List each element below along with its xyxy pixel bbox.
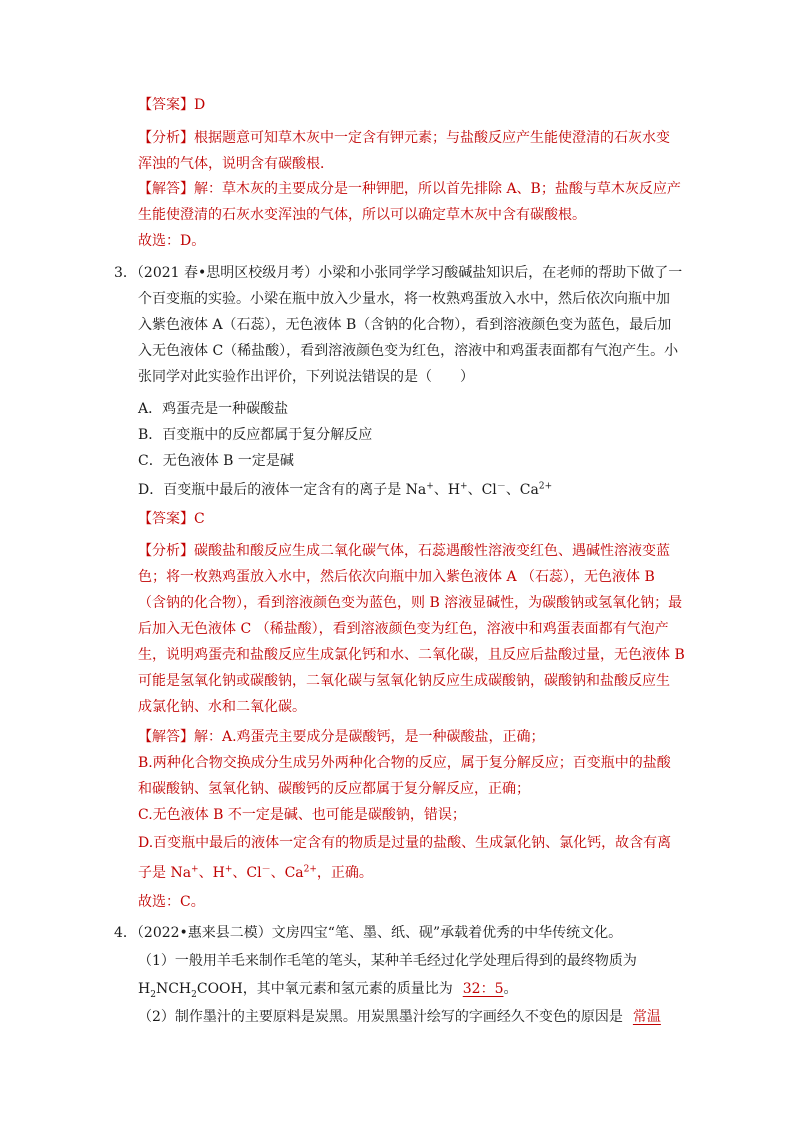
solution-text: 、Cl (232, 865, 262, 881)
q3-solution-line-1 (138, 728, 678, 746)
superscript: 2+ (538, 481, 553, 492)
q3-answer-line (138, 510, 678, 528)
subscript: 2 (191, 989, 197, 1000)
superscript: 2+ (303, 864, 317, 875)
q2-solution-line-2 (138, 206, 678, 224)
q3-stem-line-4 (138, 342, 678, 360)
analysis-tag: 【分析】 (138, 543, 194, 559)
superscript: + (191, 864, 199, 875)
option-text: A．鸡蛋壳是一种碳酸盐 (138, 401, 289, 417)
q3-stem-line-3 (138, 316, 678, 334)
solution-text: 生能使澄清的石灰水变浑浊的气体，所以可以确定草木灰中含有碳酸根。 (138, 207, 586, 223)
q3-option-c (138, 452, 678, 470)
option-text: 、Cl (467, 482, 497, 498)
q2-analysis-line-1 (138, 129, 678, 147)
option-text: D．百变瓶中最后的液体一定含有的离子是 Na (138, 482, 427, 498)
solution-tag: 【解答】 (138, 181, 194, 197)
q3-analysis-line-6 (138, 672, 678, 690)
q2-analysis-line-2 (138, 155, 678, 173)
answer-value: C (194, 511, 205, 527)
solution-text: 、Ca (270, 865, 304, 881)
choose-text: 故选：C。 (138, 894, 205, 910)
analysis-text: 根据题意可知草木灰中一定含有钾元素；与盐酸反应产生能使澄清的石灰水变 (194, 130, 670, 146)
option-text: 、Ca (505, 482, 539, 498)
q3-analysis-line-1 (138, 542, 678, 560)
q4-part2-line-1 (138, 1008, 698, 1026)
analysis-text: （含钠的化合物），看到溶液颜色变为蓝色，则 B 溶液显碱性，为碳酸钠或氢氧化钠；最 (138, 595, 683, 611)
q3-option-b (138, 426, 678, 444)
subscript: 2 (150, 989, 156, 1000)
answer-tag: 【答案】 (138, 97, 194, 113)
fill-answer: 32：5 (462, 981, 504, 997)
q2-choose (138, 232, 678, 250)
superscript: + (460, 481, 468, 492)
q3-stem-line-1 (114, 264, 684, 282)
analysis-tag: 【分析】 (138, 130, 194, 146)
formula: NCH (155, 981, 192, 997)
solution-text: 子是 Na (138, 865, 192, 881)
formula: H (138, 981, 151, 997)
analysis-text: 浑浊的气体，说明含有碳酸根． (138, 156, 334, 172)
analysis-text: 后加入无色液体 C （稀盐酸），看到溶液颜色变为红色，溶液中和鸡蛋表面都有气泡产 (138, 621, 669, 637)
solution-text: D.百变瓶中最后的液体一定含有的物质是过量的盐酸、生成氯化钠、氯化钙，故含有离 (138, 835, 672, 851)
q2-solution-line-1 (138, 180, 681, 198)
stem-text: （2021 春•思明区校级月考）小梁和小张同学学习酸碱盐知识后，在老师的帮助下做了一 (136, 265, 683, 281)
stem-text: 张同学对此实验作出评价，下列说法错误的是（ ） (138, 369, 474, 385)
stem-text: （1）一般用羊毛来制作毛笔的笔头，某种羊毛经过化学处理后得到的最终物质为 (138, 953, 637, 969)
solution-text: B.两种化合物交换成分生成另外两种化合物的反应，属于复分解反应；百变瓶中的盐酸 (138, 755, 671, 771)
question-number: 4． (114, 925, 137, 941)
stem-text: 个百变瓶的实验。小梁在瓶中放入少量水，将一枚熟鸡蛋放入水中，然后依次向瓶中加 (138, 291, 670, 307)
q3-solution-line-2 (138, 754, 678, 772)
q3-solution-line-3 (138, 780, 678, 798)
q4-part1-line-1 (138, 952, 678, 970)
fill-answer: 常温 (632, 1009, 661, 1025)
option-text: C．无色液体 B 一定是碱 (138, 453, 294, 469)
q3-analysis-line-4 (138, 620, 678, 638)
q3-stem-line-2 (138, 290, 678, 308)
q3-analysis-line-5 (138, 646, 685, 664)
q3-solution-line-6 (138, 864, 678, 882)
superscript: － (261, 864, 271, 875)
q4-stem (114, 924, 684, 942)
q4-part1-line-2 (138, 980, 678, 998)
analysis-text: 成氯化钠、水和二氧化碳。 (138, 699, 306, 715)
q3-solution-line-4 (138, 806, 678, 824)
solution-text: ，正确。 (316, 865, 373, 881)
option-text: 、H (433, 482, 461, 498)
choose-text: 故选：D。 (138, 233, 206, 249)
q3-analysis-line-3 (138, 594, 683, 612)
q2-answer-line (138, 96, 678, 114)
superscript: + (224, 864, 233, 875)
q3-option-a (138, 400, 678, 418)
superscript: － (496, 481, 506, 492)
solution-text: 、H (198, 865, 225, 881)
stem-text: （2）制作墨汁的主要原料是炭黑。用炭黑墨汁绘写的字画经久不变色的原因是 (138, 1009, 623, 1025)
solution-tag: 【解答】 (138, 729, 194, 745)
analysis-text: 色；将一枚熟鸡蛋放入水中，然后依次向瓶中加入紫色液体 A （石蕊），无色液体 B (138, 569, 655, 585)
answer-value: D (194, 97, 206, 113)
question-number: 3． (114, 265, 137, 281)
stem-text: COOH，其中氧元素和氢元素的质量比为 (196, 981, 453, 997)
solution-text: C.无色液体 B 不一定是碱、也可能是碳酸钠，错误； (138, 807, 466, 823)
analysis-text: 生，说明鸡蛋壳和盐酸反应生成氯化钙和水、二氧化碳，且反应后盐酸过量，无色液体 B (138, 647, 685, 663)
solution-text: 解：草木灰的主要成分是一种钾肥，所以首先排除 A、B；盐酸与草木灰反应产 (194, 181, 681, 197)
q3-option-d (138, 481, 678, 499)
q3-analysis-line-7 (138, 698, 678, 716)
solution-text: 解：A.鸡蛋壳主要成分是碳酸钙，是一种碳酸盐，正确； (194, 729, 545, 745)
q3-choose (138, 893, 678, 911)
stem-text: 入无色液体 C（稀盐酸），看到溶液颜色变为红色，溶液中和鸡蛋表面都有气泡产生。小 (138, 343, 679, 359)
option-text: B．百变瓶中的反应都属于复分解反应 (138, 427, 373, 443)
q3-stem-line-5 (138, 368, 678, 386)
stem-text: （2022•惠来县二模）文房四宝“笔、墨、纸、砚”承载着优秀的中华传统文化。 (136, 925, 623, 941)
stem-text: 入紫色液体 A（石蕊），无色液体 B（含钠的化合物），看到溶液颜色变为蓝色，最后加 (138, 317, 672, 333)
q3-analysis-line-2 (138, 568, 678, 586)
q3-solution-line-5 (138, 834, 678, 852)
solution-text: 和碳酸钠、氢氧化钠、碳酸钙的反应都属于复分解反应，正确； (138, 781, 530, 797)
analysis-text: 碳酸盐和酸反应生成二氧化碳气体，石蕊遇酸性溶液变红色、遇碱性溶液变蓝 (194, 543, 670, 559)
superscript: + (426, 481, 434, 492)
answer-tag: 【答案】 (138, 511, 194, 527)
stem-text: 。 (503, 981, 518, 997)
analysis-text: 可能是氢氧化钠或碳酸钠，二氧化碳与氢氧化钠反应生成碳酸钠，碳酸钠和盐酸反应生 (138, 673, 670, 689)
